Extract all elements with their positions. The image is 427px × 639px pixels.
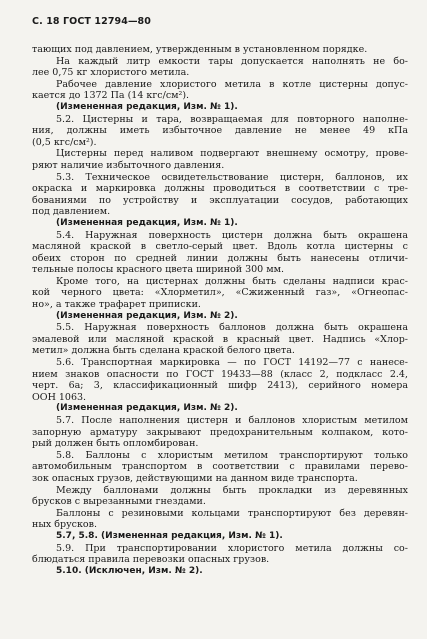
text-line: под давлением.	[32, 206, 111, 218]
text-line: 5.3. Техническое освидетельствование цистерн, баллонов, их	[56, 171, 408, 183]
text-line: эмалевой или масляной краской в красный цвет. Надпись «Хлор-	[32, 333, 408, 345]
text-line: Между баллонами должны быть прокладки из деревянных	[56, 484, 408, 496]
text-line: 5.2. Цистерны и тара, возвращаемая для повторного наполне-	[56, 113, 408, 125]
text-line: Баллоны с резиновыми кольцами транспортируют без деревян-	[56, 507, 408, 519]
text-line: ния, должны иметь избыточное давление не менее 49 кПа	[32, 125, 408, 137]
revision-note-line: (Измененная редакция, Изм. № 1).	[56, 217, 238, 228]
text-line: тающих под давлением, утвержденным в установленном порядке.	[32, 44, 368, 55]
text-line: обеих сторон по средней линии должны быть нанесены отличи-	[32, 252, 408, 264]
text-line: ных брусков.	[32, 519, 98, 531]
text-line: ряют наличие избыточного давления.	[32, 159, 225, 171]
text-line: запорную арматуру закрывают предохранительным колпаком, кото-	[32, 426, 408, 438]
text-line: 5.9. При транспортировании хлористого метила должны со-	[56, 542, 408, 554]
text-line: автомобильным транспортом в соответствии с правилами перево-	[32, 461, 408, 473]
text-line: 5.8. Баллоны с хлористым метилом транспортируют только	[56, 449, 408, 461]
text-line: Рабочее давление хлористого метила в котле цистерны допус-	[56, 78, 408, 90]
text-line: зок опасных грузов, действующими на данном виде транспорта.	[32, 472, 358, 484]
text-line: лее 0,75 кг хлористого метила.	[32, 67, 190, 79]
text-line: бованиями по устройству и эксплуатации сосудов, работающих	[32, 194, 408, 206]
text-line: метил» должна быть сделана краской белого цвета.	[32, 345, 295, 357]
text-line: черт. 6а; 3, классификационный шифр 2413), серийного номера	[32, 380, 408, 392]
text-line: рый должен быть опломбирован.	[32, 438, 199, 450]
text-line: окраска и маркировка должны проводиться в соответствии с тре-	[32, 183, 408, 195]
revision-note-line: (Измененная редакция, Изм. № 1).	[56, 101, 238, 112]
document-body	[32, 44, 408, 577]
text-line: 5.6. Транспортная маркировка — по ГОСТ 14192—77 с нанесе-	[56, 357, 408, 369]
text-line: Кроме того, на цистернах должны быть сделаны надписи крас-	[56, 275, 408, 287]
revision-note-line: (Измененная редакция, Изм. № 2).	[56, 403, 238, 414]
text-line: 5.4. Наружная поверхность цистерн должна быть окрашена	[56, 229, 408, 241]
revision-note-line: 5.7, 5.8. (Измененная редакция, Изм. № 1).	[56, 530, 283, 541]
text-line: нием знаков опасности по ГОСТ 19433—88 (класс 2, подкласс 2.4,	[32, 368, 408, 380]
text-line: ООН 1063.	[32, 391, 87, 403]
text-line: но», а также трафарет приписки.	[32, 299, 201, 311]
text-line: 5.5. Наружная поверхность баллонов должна быть окрашена	[56, 322, 408, 334]
revision-note-line: 5.10. (Исключен, Изм. № 2).	[56, 565, 203, 576]
text-line: блюдаться правила перевозки опасных грузов.	[32, 554, 270, 566]
text-line: На каждый литр емкости тары допускается наполнять не бо-	[56, 55, 408, 67]
text-line: масляной краской в светло-серый цвет. Вдоль котла цистерны с	[32, 241, 408, 253]
revision-note-line: (Измененная редакция, Изм. № 2).	[56, 310, 238, 321]
text-line: 5.7. После наполнения цистерн и баллонов хлористым метилом	[56, 415, 408, 426]
text-line: (0,5 кгс/см²).	[32, 136, 97, 148]
text-line: брусков с вырезанными гнездами.	[32, 496, 206, 508]
text-line: кой черного цвета: «Хлорметил», «Сжиженный газ», «Огнеопас-	[32, 287, 408, 299]
text-line: тельные полосы красного цвета шириной 300 мм.	[32, 264, 285, 276]
text-line: кается до 1372 Па (14 кгс/см²).	[32, 90, 190, 102]
page-header: С. 18 ГОСТ 12794—80	[32, 16, 151, 27]
text-line: Цистерны перед наливом подвергают внешнему осмотру, прове-	[56, 148, 408, 160]
